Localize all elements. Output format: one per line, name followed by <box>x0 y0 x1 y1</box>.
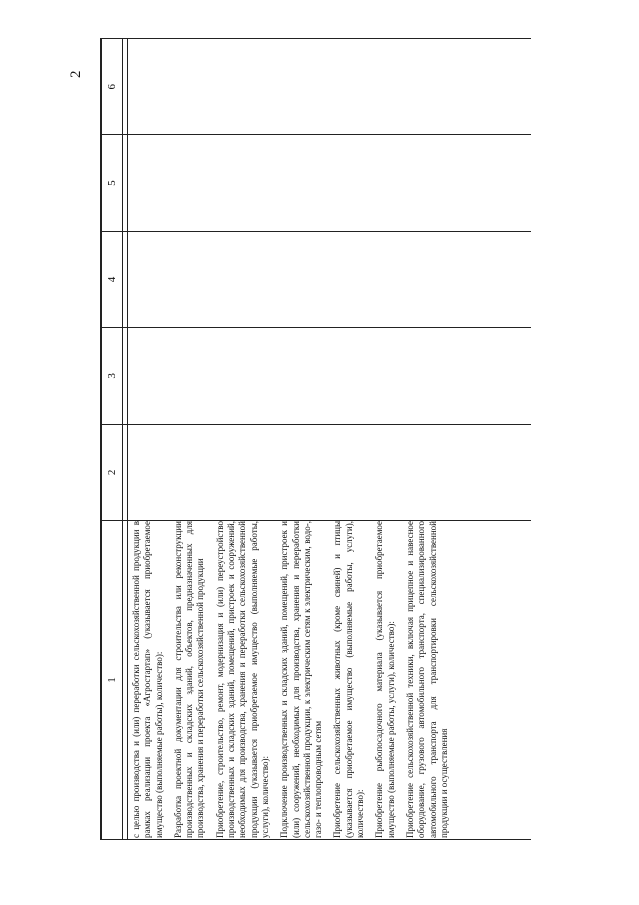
col-header-3: 3 <box>101 328 123 424</box>
empty-cell <box>128 135 532 231</box>
empty-cell <box>128 424 532 520</box>
expenses-table <box>100 38 531 840</box>
empty-cell <box>128 328 532 424</box>
col-header-6: 6 <box>101 39 123 135</box>
rotated-page <box>58 30 618 870</box>
empty-cell <box>128 231 532 327</box>
list-item: Приобретение рыбопосадочного материала (указывается приобретаемое имущество (выполняемые работы, услуги), количество): <box>374 521 396 838</box>
list-item: Приобретение сельскохозяйственной техники, включая прицепное и навесное оборудование, грузового автомобильного транспорта, специализированного автомобильного транспорта для транспортировки сельскохозяйственной продукции и осуществления <box>404 521 449 838</box>
page-number: 2 <box>68 70 84 78</box>
description-cell <box>128 521 532 840</box>
col-header-1: 1 <box>101 521 123 840</box>
col-header-2: 2 <box>101 424 123 520</box>
col-header-4: 4 <box>101 231 123 327</box>
table-row <box>128 39 532 840</box>
list-item: с целью производства и (или) переработки сельскохозяйственной продукции в рамках реализации проекта «Агростартап» (указывается приобретаемое имущество (выполняемые работы), количество): <box>131 521 164 838</box>
table-header-row <box>101 39 123 840</box>
list-item: Приобретение сельскохозяйственных животных (кроме свиней) и птицы (указывается приобретаемое имущество (выполняемые работы, услуги), количество): <box>332 521 366 838</box>
list-item: Приобретение, строительство, ремонт, модернизация и (или) переустройство производственных и складских зданий, помещений, пристроек и сооружений, необходимых для производства, хранения и переработки сельскохозяйственной продукции (указывается приобретаемое имущество (выполняемые работы, услуги), количество): <box>214 521 270 838</box>
empty-cell <box>128 39 532 135</box>
col-header-5: 5 <box>101 135 123 231</box>
list-item: Подключение производственных и складских зданий, помещений, пристроек и (или) сооружений, необходимых для производства, хранения и переработки сельскохозяйственной продукции, к электрическим сетям к электрическим, водо-, газо- и теплопроводным сетям <box>279 521 324 838</box>
list-item: Разработка проектной документации для строительства или реконструкции производственных и складских зданий, объектов, предназначенных для производства, хранения и переработки сельскохозяйственной продукции <box>172 521 206 838</box>
